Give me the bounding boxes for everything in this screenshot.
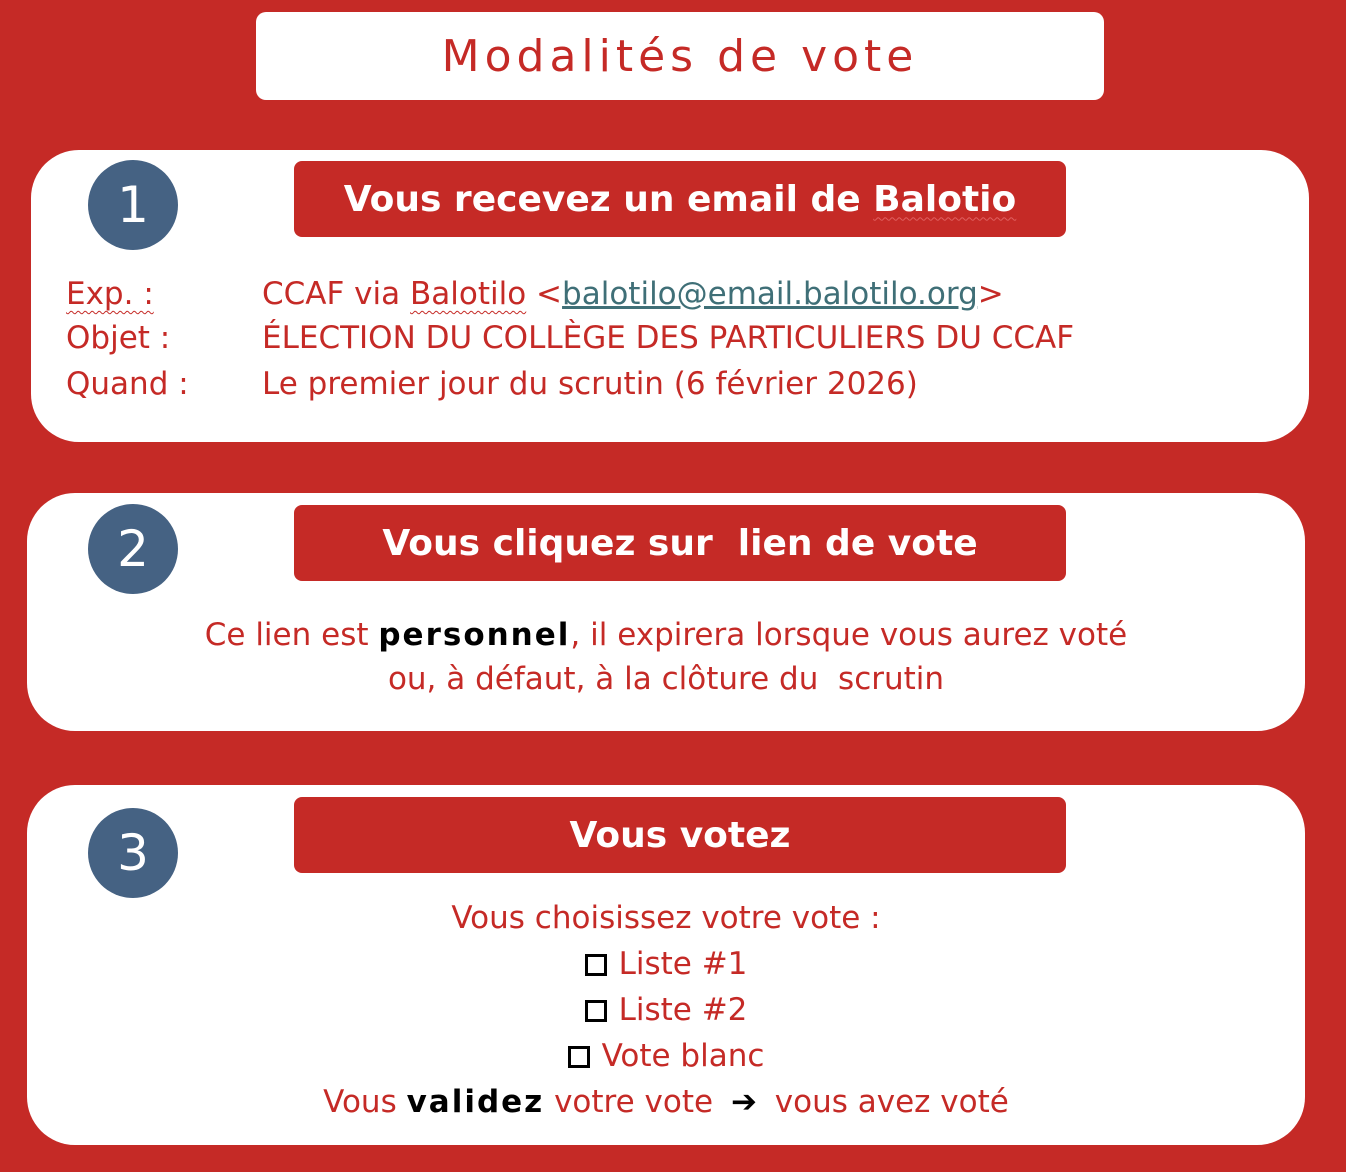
value-exp xyxy=(262,276,1004,312)
option-liste-2[interactable] xyxy=(27,992,1305,1028)
step-3-card xyxy=(27,785,1305,1145)
step-3-final xyxy=(27,1084,1305,1120)
label-exp: Exp. : xyxy=(66,276,154,312)
step-1-number: 1 xyxy=(88,160,178,250)
option-vote-blanc[interactable] xyxy=(27,1038,1305,1074)
checkbox-icon[interactable] xyxy=(585,954,607,976)
option-vote-blanc-label: Vote blanc xyxy=(601,1038,765,1074)
step-2-number: 2 xyxy=(88,504,178,594)
step-2-line-1-prefix: Ce lien est xyxy=(204,617,379,653)
step-3-final-middle: votre vote xyxy=(544,1084,723,1120)
option-liste-1-label: Liste #1 xyxy=(618,946,748,982)
value-exp-brand: Balotilo xyxy=(410,276,527,312)
value-objet: ÉLECTION DU COLLÈGE DES PARTICULIERS DU CCAF xyxy=(262,320,1075,356)
value-exp-prefix: CCAF via xyxy=(262,276,410,312)
step-3-header: Vous votez xyxy=(294,797,1066,873)
step-1-header xyxy=(294,161,1066,237)
step-3-intro: Vous choisissez votre vote : xyxy=(451,900,881,936)
checkbox-icon[interactable] xyxy=(585,1000,607,1022)
step-2-line-1-bold: personnel xyxy=(378,617,571,653)
option-liste-2-label: Liste #2 xyxy=(618,992,748,1028)
page-title: Modalités de vote xyxy=(441,30,919,82)
step-1-header-brand: Balotio xyxy=(873,178,1017,220)
checkbox-icon[interactable] xyxy=(568,1046,590,1068)
step-3-number: 3 xyxy=(88,808,178,898)
arrow-right-icon: ➔ xyxy=(730,1084,757,1120)
step-2-header: Vous cliquez sur lien de vote xyxy=(294,505,1066,581)
value-exp-close: > xyxy=(977,276,1004,312)
value-exp-open: < xyxy=(526,276,563,312)
step-3-final-prefix: Vous xyxy=(323,1084,407,1120)
step-2-line-2: ou, à défaut, à la clôture du scrutin xyxy=(387,661,945,697)
step-3-final-bold: validez xyxy=(406,1084,545,1120)
step-1-header-text: Vous recevez un email de xyxy=(343,178,874,220)
value-quand: Le premier jour du scrutin (6 février 2026) xyxy=(262,366,918,402)
option-liste-1[interactable] xyxy=(27,946,1305,982)
sender-email-link[interactable]: balotilo@email.balotilo.org xyxy=(562,276,978,312)
step-2-card xyxy=(27,493,1305,731)
step-3-final-suffix: vous avez voté xyxy=(764,1084,1009,1120)
step-2-line-1-suffix: , il expirera lorsque vous aurez voté xyxy=(570,617,1128,653)
label-objet: Objet : xyxy=(66,320,171,356)
step-2-line-1 xyxy=(27,617,1305,653)
label-quand: Quand : xyxy=(66,366,189,402)
title-box xyxy=(256,12,1104,100)
